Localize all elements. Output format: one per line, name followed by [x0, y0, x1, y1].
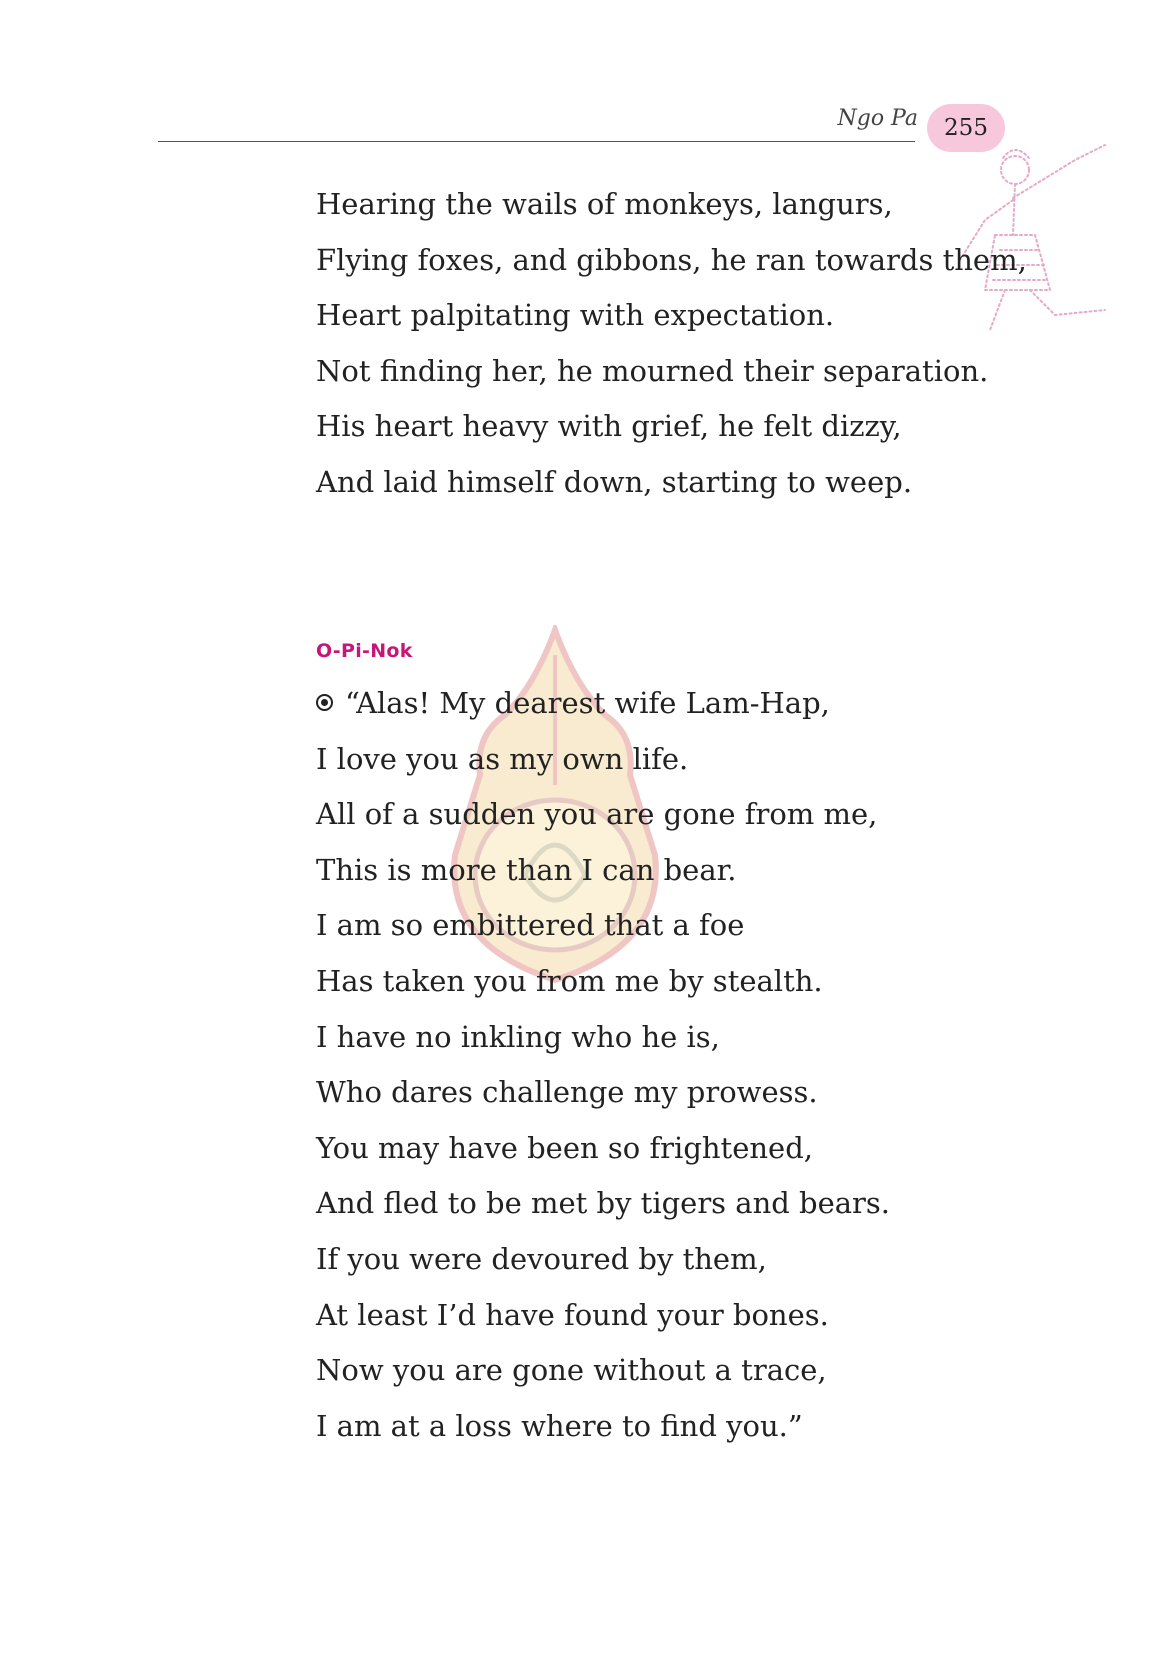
stanza-2 [316, 676, 890, 1454]
verse-line: Heart palpitating with expectation. [316, 298, 835, 333]
verse-line: All of a sudden you are gone from me, [316, 797, 878, 832]
verse-line: Who dares challenge my prowess. [316, 1075, 818, 1110]
header-rule [158, 141, 915, 142]
verse-line: If you were devoured by them, [316, 1241, 767, 1276]
verse-line: I have no inkling who he is, [316, 1019, 720, 1054]
verse-line: And laid himself down, starting to weep. [316, 464, 913, 499]
verse-line: And fled to be met by tigers and bears. [316, 1186, 891, 1221]
verse-line: I love you as my own life. [316, 741, 689, 776]
verse-line: This is more than I can bear. [316, 852, 737, 887]
verse-line: Hearing the wails of monkeys, langurs, [316, 187, 893, 221]
verse-line-text: “Alas! My dearest wife Lam-Hap, [345, 686, 830, 720]
circled-dot-icon [316, 694, 333, 711]
verse-line: Flying foxes, and gibbons, he ran towards them, [316, 242, 1027, 277]
page-number: 255 [927, 104, 1005, 152]
verse-line [316, 676, 890, 732]
verse-line: I am at a loss where to find you.” [316, 1408, 803, 1443]
verse-line: Has taken you from me by stealth. [316, 963, 823, 998]
verse-line: I am so embittered that a foe [316, 908, 745, 943]
verse-line: Not finding her, he mourned their separation. [316, 353, 989, 388]
verse-line: At least I’d have found your bones. [316, 1297, 829, 1332]
verse-line: His heart heavy with grief, he felt dizzy, [316, 409, 902, 444]
stanza-1 [316, 177, 1027, 511]
verse-line: You may have been so frightened, [316, 1130, 813, 1165]
running-title: Ngo Pa [837, 106, 918, 131]
verse-line: Now you are gone without a trace, [316, 1353, 827, 1388]
speaker-heading: O-Pi-Nok [316, 640, 413, 662]
